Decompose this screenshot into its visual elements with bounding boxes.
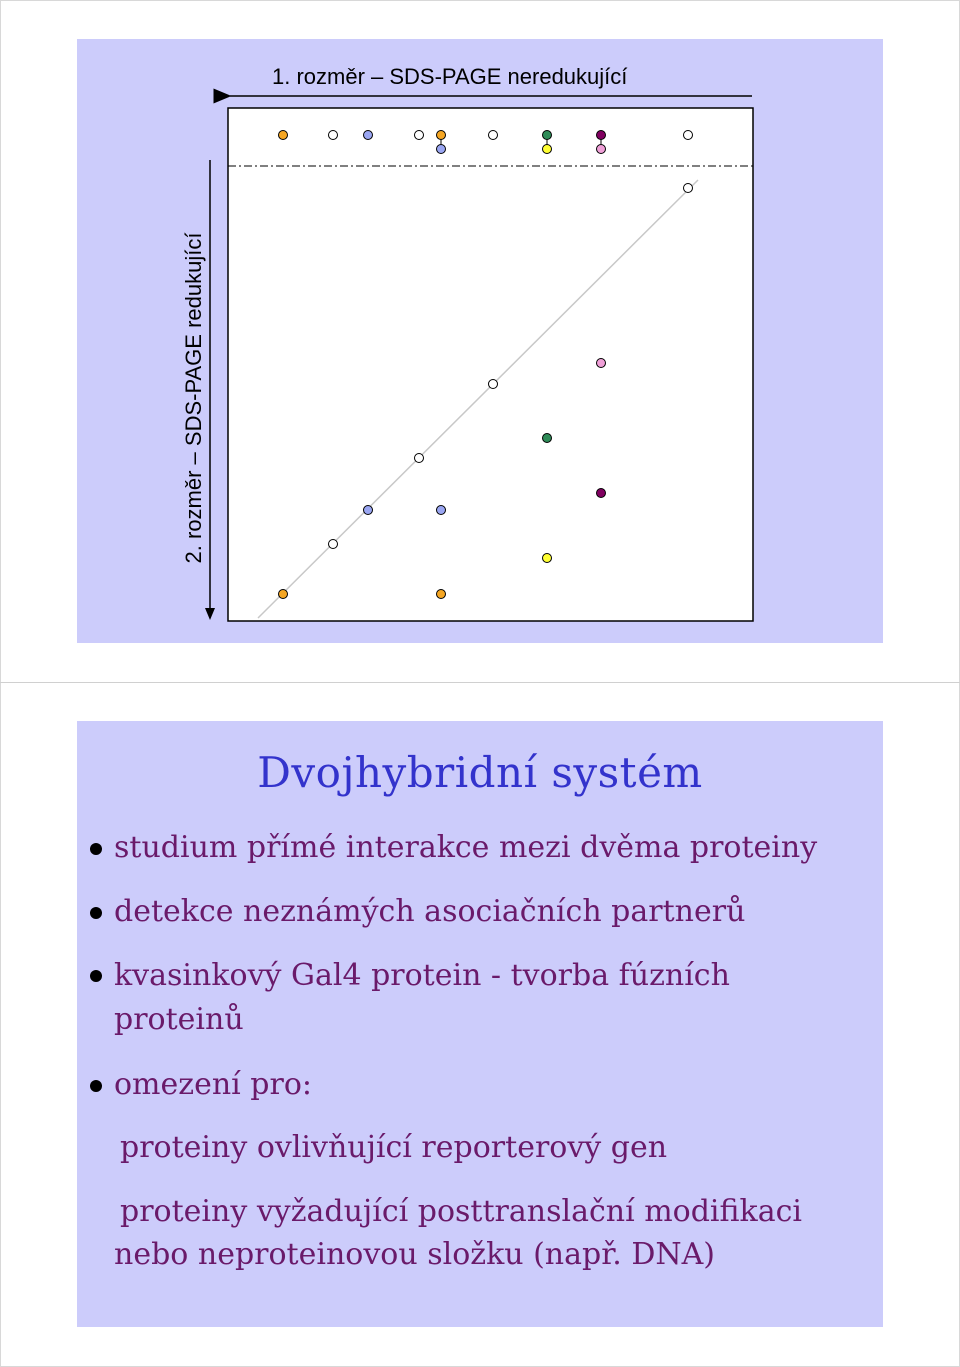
protein-spot-blue xyxy=(364,131,373,140)
page-divider xyxy=(0,682,960,683)
protein-spot-green xyxy=(543,434,552,443)
bullet-item: studium přímé interakce mezi dvěma proteiny xyxy=(114,830,818,865)
gel-box xyxy=(228,108,753,621)
protein-spot-white xyxy=(684,131,693,140)
protein-spot-green xyxy=(543,131,552,140)
protein-spot-pink xyxy=(597,359,606,368)
protein-spot-white xyxy=(489,380,498,389)
y-axis-title: 2. rozměr – SDS-PAGE redukující xyxy=(181,232,206,564)
protein-spot-white xyxy=(684,184,693,193)
protein-spot-purple xyxy=(597,131,606,140)
sub-item-continuation: nebo neproteinovou složku (např. DNA) xyxy=(114,1237,716,1272)
bullet-item-continuation: proteinů xyxy=(114,1002,244,1037)
sub-item: proteiny ovlivňující reporterový gen xyxy=(120,1130,668,1165)
bullet-item: detekce neznámých asociačních partnerů xyxy=(114,894,746,929)
protein-spot-orange xyxy=(437,131,446,140)
bullet-item: kvasinkový Gal4 protein - tvorba fúzních xyxy=(114,958,730,993)
protein-spot-orange xyxy=(437,590,446,599)
y-axis-arrowhead xyxy=(205,608,215,620)
slide-title: Dvojhybridní systém xyxy=(257,748,703,797)
protein-spot-orange xyxy=(279,131,288,140)
protein-spot-white xyxy=(329,540,338,549)
protein-spot-pink xyxy=(597,145,606,154)
protein-spot-white xyxy=(415,131,424,140)
protein-spot-purple xyxy=(597,489,606,498)
protein-spot-orange xyxy=(279,590,288,599)
protein-spot-yellow xyxy=(543,554,552,563)
x-axis-title: 1. rozměr – SDS-PAGE neredukující xyxy=(272,64,628,89)
bullet-item: omezení pro: xyxy=(114,1067,312,1102)
bullet-marker xyxy=(90,1080,102,1092)
protein-spot-blue xyxy=(437,506,446,515)
protein-spot-blue xyxy=(364,506,373,515)
protein-spot-blue xyxy=(437,145,446,154)
sub-item: proteiny vyžadující posttranslační modifikaci xyxy=(120,1194,802,1229)
bullet-marker xyxy=(90,970,102,982)
bullet-marker xyxy=(90,843,102,855)
protein-spot-white xyxy=(415,454,424,463)
bullet-marker xyxy=(90,907,102,919)
protein-spot-white xyxy=(489,131,498,140)
protein-spot-white xyxy=(329,131,338,140)
gel-diagram xyxy=(0,0,960,682)
protein-spot-yellow xyxy=(543,145,552,154)
